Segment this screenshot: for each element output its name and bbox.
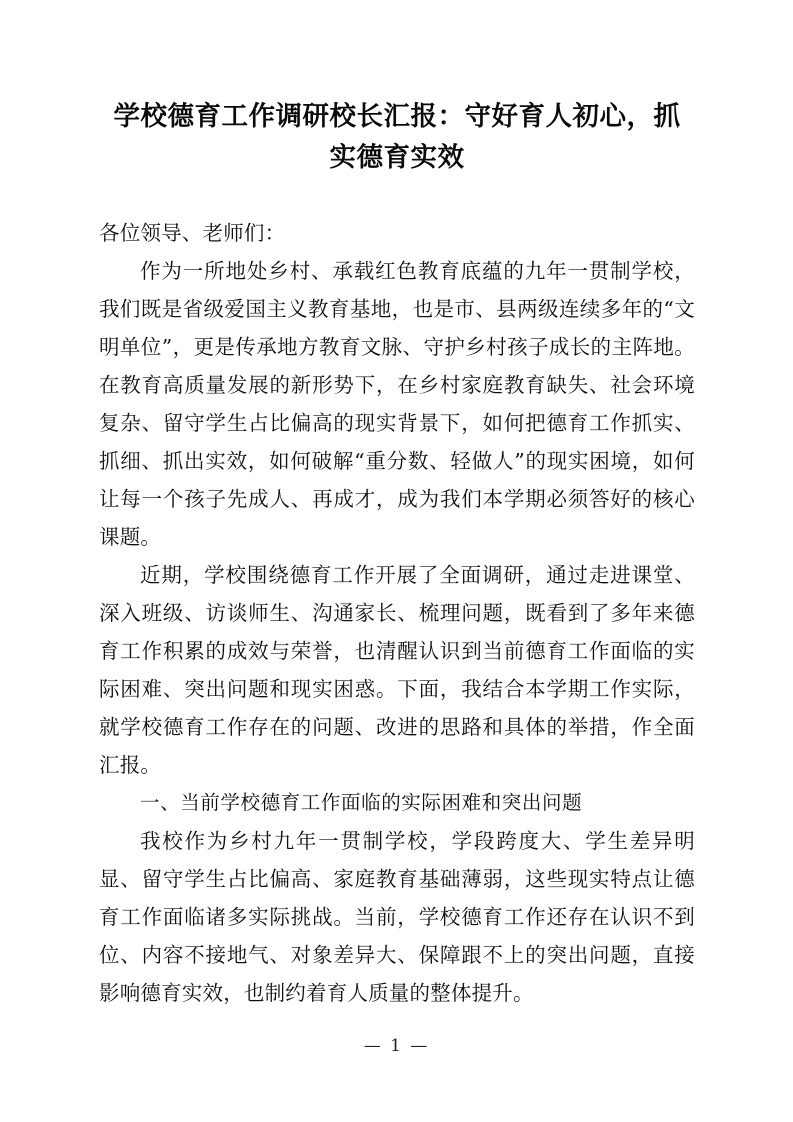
section-heading-one: 一、当前学校德育工作面临的实际困难和突出问题 [140, 791, 583, 814]
page-number-footer: — 1 — [363, 1036, 430, 1056]
page-title: 学校德育工作调研校长汇报：守好育人初心，抓实德育实效 [113, 101, 681, 173]
document-body [99, 214, 695, 1012]
paragraph-research: 近期，学校围绕德育工作开展了全面调研，通过走进课堂、深入班级、访谈师生、沟通家长、梳理问题，既看到了多年来德育工作积累的成效与荣誉，也清醒认识到当前德育工作面临的实际困难、突出问题和现实困惑。下面，我结合本学期工作实际，就学校德育工作存在的问题、改进的思路和具体的举措，作全面汇报。 [99, 563, 695, 777]
document-content [99, 96, 695, 1012]
paragraph-intro: 作为一所地处乡村、承载红色教育底蕴的九年一贯制学校，我们既是省级爱国主义教育基地，也是市、县两级连续多年的“文明单位”，更是传承地方教育文脉、守护乡村孩子成长的主阵地。在教育高质量发展的新形势下，在乡村家庭教育缺失、社会环境复杂、留守学生占比偏高的现实背景下，如何把德育工作抓实、抓细、抓出实效，如何破解“重分数、轻做人”的现实困境，如何让每一个孩子先成人、再成才，成为我们本学期必须答好的核心课题。 [99, 259, 695, 549]
paragraph-section-one-body: 我校作为乡村九年一贯制学校，学段跨度大、学生差异明显、留守学生占比偏高、家庭教育基础薄弱，这些现实特点让德育工作面临诸多实际挑战。当前，学校德育工作还存在认识不到位、内容不接地气、对象差异大、保障跟不上的突出问题，直接影响德育实效，也制约着育人质量的整体提升。 [99, 829, 695, 1005]
salutation: 各位领导、老师们： [99, 221, 286, 245]
